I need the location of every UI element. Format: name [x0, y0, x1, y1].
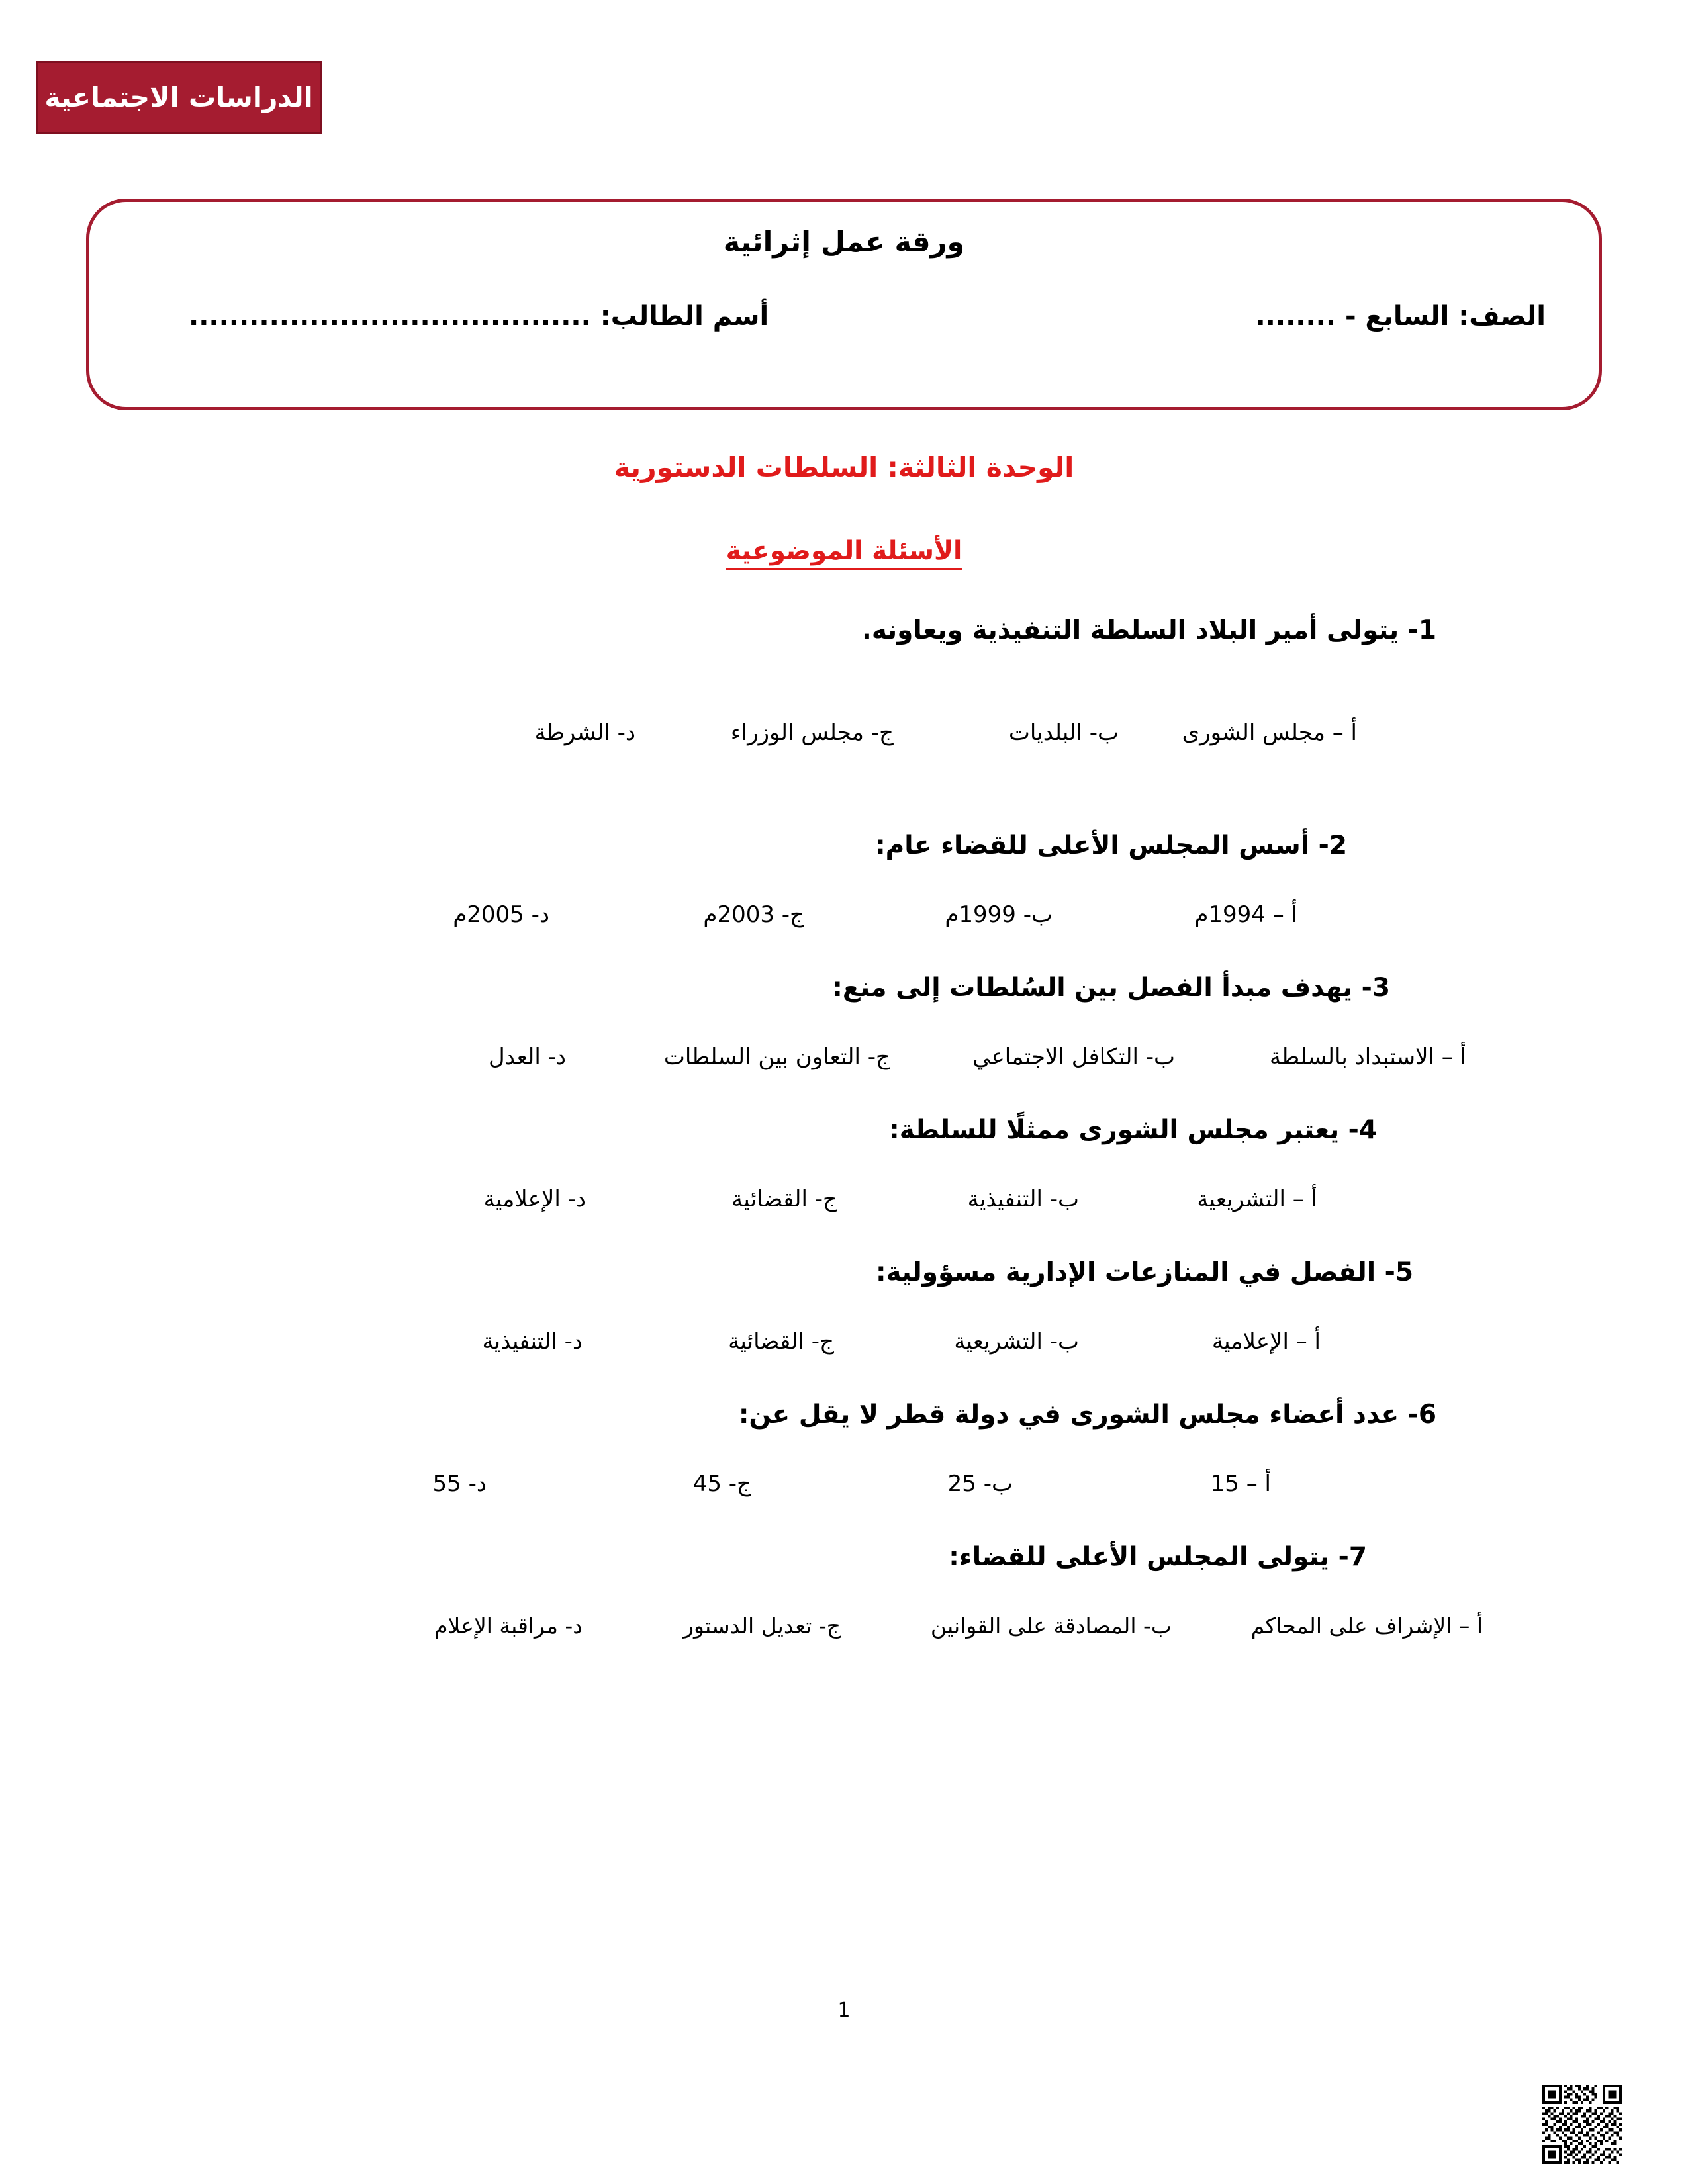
option-a[interactable]: أ – الإعلامية — [1211, 1328, 1321, 1355]
option-b[interactable]: ب- 1999م — [945, 901, 1053, 928]
question-text: 4- يعتبر مجلس الشورى ممثلًا للسلطة: — [889, 1115, 1377, 1145]
unit-title: الوحدة الثالثة: السلطات الدستورية — [614, 451, 1074, 483]
option-b[interactable]: ب- البلديات — [1008, 719, 1119, 746]
question-options — [86, 901, 1516, 928]
question-options — [86, 1328, 1516, 1355]
option-b[interactable]: ب- المصادقة على القوانين — [930, 1613, 1172, 1639]
option-d[interactable]: د- العدل — [489, 1044, 566, 1070]
option-d[interactable]: د- مراقبة الإعلام — [434, 1613, 583, 1639]
option-b[interactable]: ب- التنفيذية — [967, 1186, 1079, 1212]
question-text: 7- يتولى المجلس الأعلى للقضاء: — [949, 1542, 1367, 1572]
option-d[interactable]: د- 2005م — [453, 901, 549, 928]
questions-list — [86, 615, 1516, 1639]
option-a[interactable]: أ – 1994م — [1194, 901, 1297, 928]
option-d[interactable]: د- الشرطة — [534, 719, 635, 746]
option-a[interactable]: أ – 15 — [1210, 1471, 1271, 1497]
question-text: 2- أسس المجلس الأعلى للقضاء عام: — [875, 831, 1347, 860]
option-c[interactable]: ج- القضائية — [731, 1186, 837, 1212]
option-b[interactable]: ب- التكافل الاجتماعي — [972, 1044, 1175, 1070]
question-item — [86, 1542, 1516, 1639]
section-title-wrap — [0, 536, 1688, 570]
subject-tab-label: الدراسات الاجتماعية — [44, 81, 313, 113]
option-d[interactable]: د- الإعلامية — [483, 1186, 586, 1212]
header-fields-row — [89, 301, 1599, 332]
student-name-field[interactable]: أسم الطالب: ........................................ — [189, 301, 769, 332]
option-a[interactable]: أ – الاستبداد بالسلطة — [1269, 1044, 1466, 1070]
option-c[interactable]: ج- التعاون بين السلطات — [663, 1044, 890, 1070]
question-options — [86, 719, 1516, 746]
option-c[interactable]: ج- القضائية — [728, 1328, 834, 1355]
question-item — [86, 615, 1516, 746]
option-a[interactable]: أ – الإشراف على المحاكم — [1250, 1613, 1483, 1639]
question-item — [86, 1115, 1516, 1212]
option-b[interactable]: ب- 25 — [947, 1471, 1013, 1497]
question-options — [86, 1471, 1516, 1497]
subject-tab — [36, 61, 322, 134]
question-options — [86, 1044, 1516, 1070]
qr-code — [1542, 2085, 1622, 2164]
option-b[interactable]: ب- التشريعية — [954, 1328, 1079, 1355]
option-d[interactable]: د- 55 — [432, 1471, 487, 1497]
question-options — [86, 1186, 1516, 1212]
question-text: 3- يهدف مبدأ الفصل بين السُلطات إلى منع: — [832, 973, 1390, 1003]
question-text: 6- عدد أعضاء مجلس الشورى في دولة قطر لا يقل عن: — [738, 1400, 1436, 1430]
option-c[interactable]: ج- تعديل الدستور — [683, 1613, 841, 1639]
question-item — [86, 1257, 1516, 1355]
grade-field[interactable]: الصف: السابع - ........ — [1255, 301, 1546, 332]
question-item — [86, 831, 1516, 928]
option-a[interactable]: أ – التشريعية — [1197, 1186, 1317, 1212]
section-title: الأسئلة الموضوعية — [726, 536, 962, 570]
question-options — [86, 1613, 1516, 1639]
option-d[interactable]: د- التنفيذية — [482, 1328, 583, 1355]
worksheet-header-box — [86, 199, 1602, 410]
worksheet-title: ورقة عمل إثرائية — [723, 226, 965, 259]
option-c[interactable]: ج- 2003م — [703, 901, 804, 928]
page-number: 1 — [837, 1999, 851, 2022]
question-text: 5- الفصل في المنازعات الإدارية مسؤولية: — [875, 1257, 1413, 1287]
question-text: 1- يتولى أمير البلاد السلطة التنفيذية ويعاونه. — [862, 615, 1436, 645]
option-c[interactable]: ج- 45 — [692, 1471, 751, 1497]
option-a[interactable]: أ – مجلس الشورى — [1182, 719, 1357, 746]
question-item — [86, 1400, 1516, 1497]
option-c[interactable]: ج- مجلس الوزراء — [730, 719, 894, 746]
question-item — [86, 973, 1516, 1070]
